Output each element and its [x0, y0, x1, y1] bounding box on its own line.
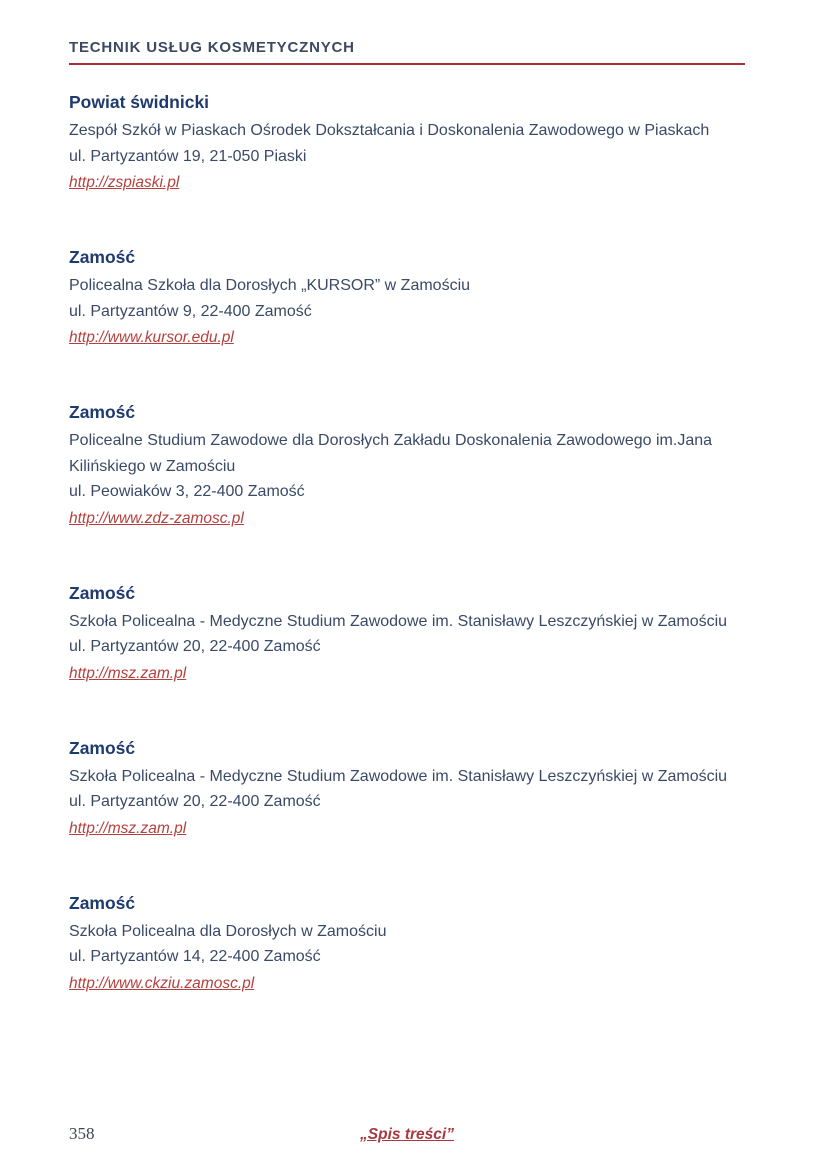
school-address: ul. Partyzantów 9, 22-400 Zamość: [69, 302, 312, 320]
school-website-link[interactable]: http://www.kursor.edu.pl: [69, 329, 234, 346]
header-rule-divider: [69, 63, 745, 65]
school-website-link[interactable]: http://www.zdz-zamosc.pl: [69, 509, 244, 527]
district-heading: Zamość: [69, 892, 136, 913]
school-address: ul. Partyzantów 20, 22-400 Zamość: [69, 793, 321, 810]
school-website-link[interactable]: http://zspiaski.pl: [69, 174, 180, 191]
district-heading: Zamość: [69, 737, 136, 758]
school-entry: [69, 399, 745, 531]
district-heading: Powiat świdnicki: [69, 92, 210, 112]
page-number: 358: [69, 1124, 95, 1143]
page-footer: [0, 1120, 830, 1144]
page-content: [69, 0, 745, 1045]
school-website-link[interactable]: http://www.ckziu.zamosc.pl: [69, 974, 255, 992]
school-address: ul. Partyzantów 14, 22-400 Zamość: [69, 948, 321, 965]
school-website-link[interactable]: http://msz.zam.pl: [69, 664, 187, 682]
page-title: TECHNIK USŁUG KOSMETYCZNYCH: [69, 39, 355, 56]
school-name: Szkoła Policealna - Medyczne Studium Zawodowe im. Stanisławy Leszczyńskiej w Zamościu: [69, 767, 728, 785]
toc-link-container: [0, 1126, 814, 1144]
school-website-link[interactable]: http://msz.zam.pl: [69, 819, 187, 837]
school-address: ul. Partyzantów 19, 21-050 Piaski: [69, 147, 307, 165]
school-name: Zespół Szkół w Piaskach Ośrodek Dokształcania i Doskonalenia Zawodowego w Piaskach: [69, 122, 710, 139]
school-name: Policealne Studium Zawodowe dla Dorosłych Zakładu Doskonalenia Zawodowego im.Jana Kilińskiego w Zamościu: [69, 432, 713, 475]
school-name: Policealna Szkoła dla Dorosłych „KURSOR” w Zamościu: [69, 277, 471, 294]
school-name: Szkoła Policealna dla Dorosłych w Zamościu: [69, 922, 387, 940]
school-address: ul. Partyzantów 20, 22-400 Zamość: [69, 638, 321, 655]
school-name: Szkoła Policealna - Medyczne Studium Zawodowe im. Stanisławy Leszczyńskiej w Zamościu: [69, 612, 728, 630]
table-of-contents-link[interactable]: „Spis treści”: [360, 1126, 454, 1143]
district-heading: Zamość: [69, 582, 136, 603]
school-entry: [69, 89, 745, 195]
district-heading: Zamość: [69, 247, 136, 267]
school-address: ul. Peowiaków 3, 22-400 Zamość: [69, 483, 305, 500]
district-heading: Zamość: [69, 402, 136, 422]
school-list: [69, 89, 745, 996]
school-entry: [69, 244, 745, 350]
school-entry: [69, 735, 745, 841]
school-entry: [69, 580, 745, 686]
school-entry: [69, 890, 745, 996]
